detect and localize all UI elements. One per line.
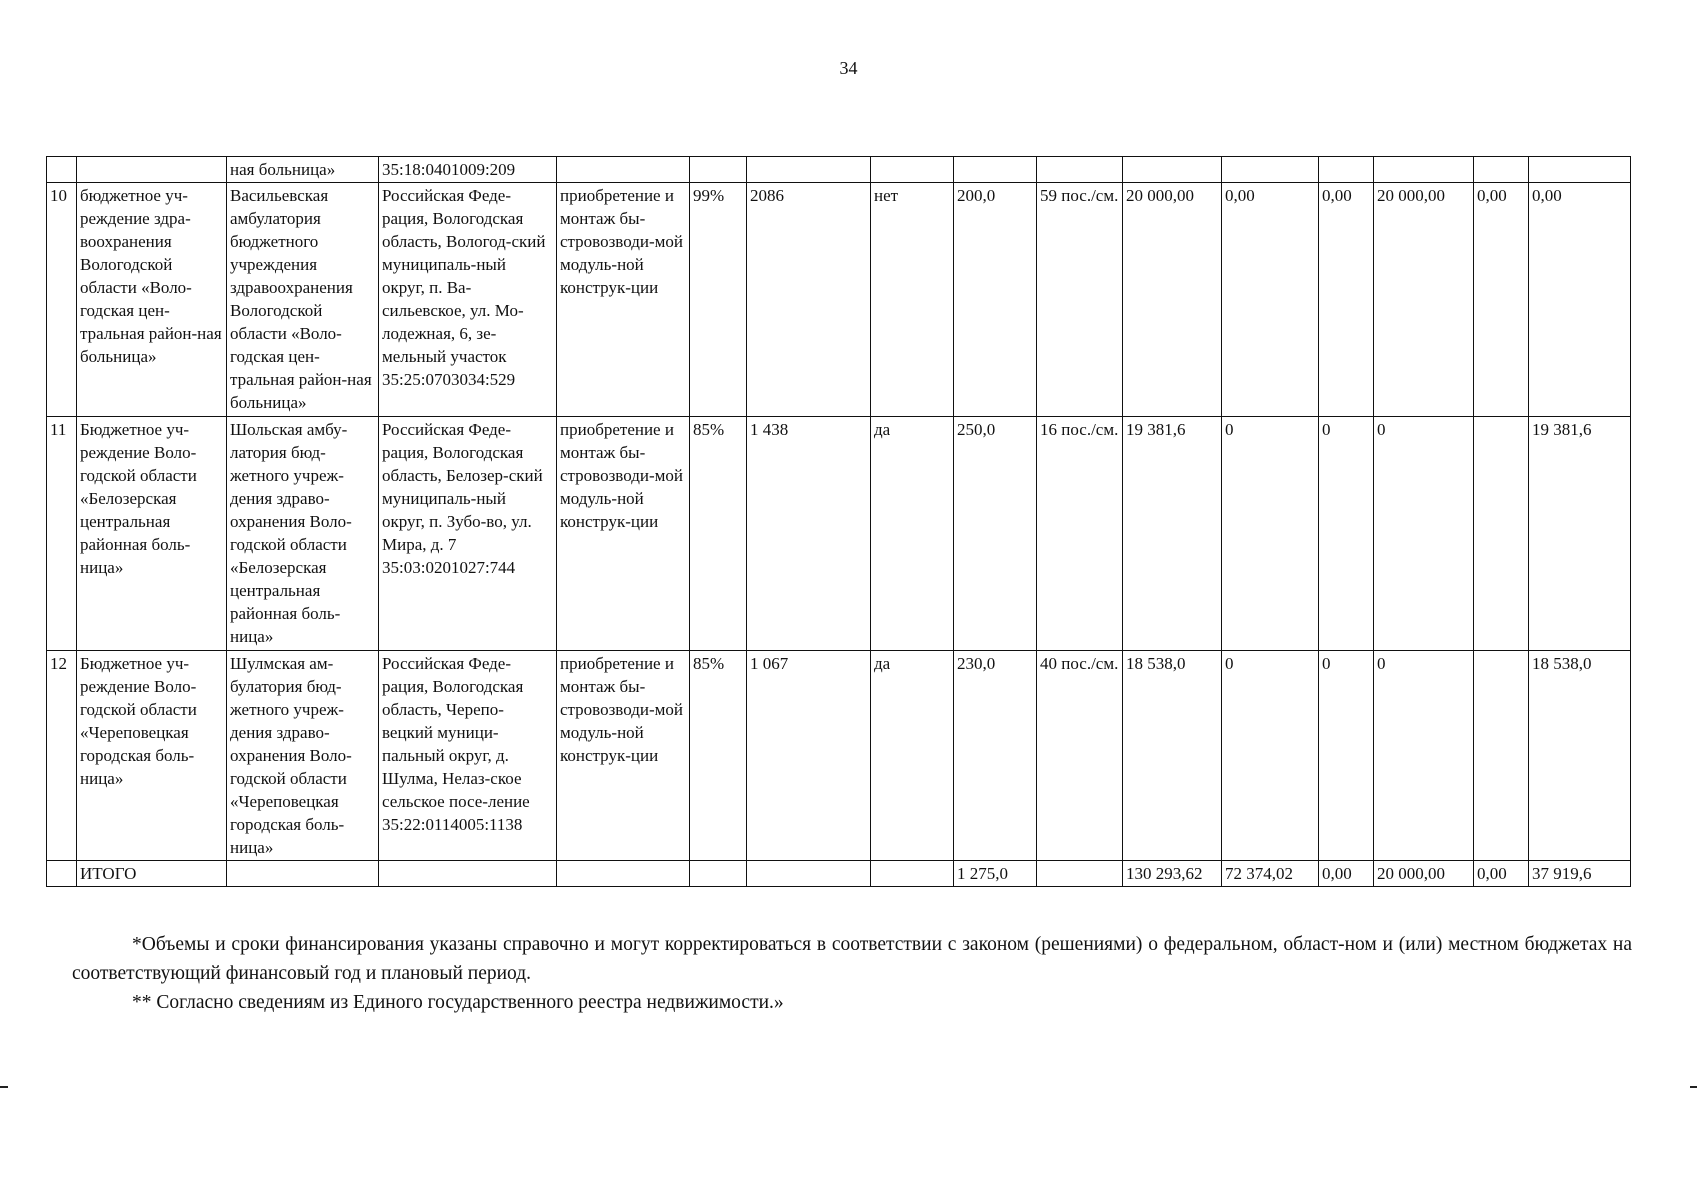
cell-loc: 0,00 bbox=[1474, 183, 1529, 417]
cell-reg1 bbox=[1319, 157, 1374, 183]
cell-owner bbox=[77, 157, 227, 183]
cell-owner: Бюджетное уч-реждение Воло-годской области «Череповецкая городская боль-ница» bbox=[77, 651, 227, 861]
cell-action bbox=[557, 861, 690, 887]
table-row bbox=[47, 651, 1631, 861]
cell-population: 1 067 bbox=[747, 651, 871, 861]
cell-population bbox=[747, 861, 871, 887]
cell-wear: 85% bbox=[690, 651, 747, 861]
cell-other: 0,00 bbox=[1529, 183, 1631, 417]
cell-wear bbox=[690, 861, 747, 887]
cell-reg2: 0 bbox=[1374, 651, 1474, 861]
cell-fed bbox=[1222, 157, 1319, 183]
total-fed: 72 374,02 bbox=[1222, 861, 1319, 887]
cell-flag: да bbox=[871, 651, 954, 861]
cell-flag: да bbox=[871, 417, 954, 651]
cell-total: 18 538,0 bbox=[1123, 651, 1222, 861]
cell-action: приобретение и монтаж бы-стровозводи-мой модуль-ной конструк-ции bbox=[557, 651, 690, 861]
cell-capacity bbox=[1037, 157, 1123, 183]
page-number: 34 bbox=[839, 58, 858, 78]
total-label: ИТОГО bbox=[77, 861, 227, 887]
cell-fed: 0 bbox=[1222, 651, 1319, 861]
cell-capacity bbox=[1037, 861, 1123, 887]
cell-owner: бюджетное уч-реждение здра-воохранения Вологодской области «Воло-годская цен-тральная район-ная больница» bbox=[77, 183, 227, 417]
cell-loc bbox=[1474, 157, 1529, 183]
cell-num bbox=[47, 157, 77, 183]
cell-facility: Шулмская ам-булатория бюд-жетного учреж-дения здраво-охранения Воло-годской области «Череповецкая городская боль-ница» bbox=[227, 651, 379, 861]
cell-reg1: 0 bbox=[1319, 417, 1374, 651]
cell-population: 2086 bbox=[747, 183, 871, 417]
cell-population bbox=[747, 157, 871, 183]
cell-address: Российская Феде-рация, Вологодская область, Белозер-ский муниципаль-ный округ, п. Зубо-во, ул. Мира, д. 7 35:03:0201027:744 bbox=[379, 417, 557, 651]
cell-total: 20 000,00 bbox=[1123, 183, 1222, 417]
footnote-registry: ** Согласно сведениям из Единого государственного реестра недвижимости.» bbox=[132, 992, 784, 1013]
cell-address: Российская Феде-рация, Вологодская область, Черепо-вецкий муници-пальный округ, д. Шулма, Нелаз-ское сельское посе-ление 35:22:0114005:1138 bbox=[379, 651, 557, 861]
cell-num: 11 bbox=[47, 417, 77, 651]
cell-area: 200,0 bbox=[954, 183, 1037, 417]
cell-flag bbox=[871, 157, 954, 183]
cell-capacity: 59 пос./см. bbox=[1037, 183, 1123, 417]
facilities-table-wrapper bbox=[46, 156, 1630, 887]
scan-edge-mark bbox=[1690, 1086, 1697, 1088]
cell-reg2 bbox=[1374, 157, 1474, 183]
cell-flag: нет bbox=[871, 183, 954, 417]
cell-address: 35:18:0401009:209 bbox=[379, 157, 557, 183]
cell-facility: ная больница» bbox=[227, 157, 379, 183]
cell-fed: 0 bbox=[1222, 417, 1319, 651]
cell-other: 19 381,6 bbox=[1529, 417, 1631, 651]
table-row bbox=[47, 183, 1631, 417]
total-loc: 0,00 bbox=[1474, 861, 1529, 887]
cell-capacity: 40 пос./см. bbox=[1037, 651, 1123, 861]
cell-num: 10 bbox=[47, 183, 77, 417]
cell-area bbox=[954, 157, 1037, 183]
cell-wear bbox=[690, 157, 747, 183]
cell-loc bbox=[1474, 651, 1529, 861]
cell-reg2: 20 000,00 bbox=[1374, 183, 1474, 417]
cell-area: 230,0 bbox=[954, 651, 1037, 861]
total-reg1: 0,00 bbox=[1319, 861, 1374, 887]
cell-total bbox=[1123, 157, 1222, 183]
cell-population: 1 438 bbox=[747, 417, 871, 651]
cell-wear: 99% bbox=[690, 183, 747, 417]
cell-action bbox=[557, 157, 690, 183]
cell-wear: 85% bbox=[690, 417, 747, 651]
cell-address bbox=[379, 861, 557, 887]
total-reg2: 20 000,00 bbox=[1374, 861, 1474, 887]
cell-num bbox=[47, 861, 77, 887]
cell-action: приобретение и монтаж бы-стровозводи-мой модуль-ной конструк-ции bbox=[557, 417, 690, 651]
cell-capacity: 16 пос./см. bbox=[1037, 417, 1123, 651]
cell-flag bbox=[871, 861, 954, 887]
cell-other bbox=[1529, 157, 1631, 183]
cell-facility bbox=[227, 861, 379, 887]
cell-facility: Шольская амбу-латория бюд-жетного учреж-дения здраво-охранения Воло-годской области «Белозерская центральная районная боль-ница» bbox=[227, 417, 379, 651]
cell-other: 18 538,0 bbox=[1529, 651, 1631, 861]
cell-reg1: 0 bbox=[1319, 651, 1374, 861]
cell-loc bbox=[1474, 417, 1529, 651]
cell-owner: Бюджетное уч-реждение Воло-годской области «Белозерская центральная районная боль-ница» bbox=[77, 417, 227, 651]
cell-num: 12 bbox=[47, 651, 77, 861]
total-area: 1 275,0 bbox=[954, 861, 1037, 887]
footnote-financing: *Объемы и сроки финансирования указаны справочно и могут корректироваться в соответствии с законом (решениями) о федеральном, област-ном и (или) местном бюджетах на соответствующий финансовый год и плановый период. bbox=[72, 934, 1632, 984]
cell-reg2: 0 bbox=[1374, 417, 1474, 651]
table-row-continuation bbox=[47, 157, 1631, 183]
cell-fed: 0,00 bbox=[1222, 183, 1319, 417]
cell-facility: Васильевская амбулатория бюджетного учреждения здравоохранения Вологодской области «Воло-годская цен-тральная район-ная больница» bbox=[227, 183, 379, 417]
footnotes bbox=[72, 930, 1632, 1017]
cell-reg1: 0,00 bbox=[1319, 183, 1374, 417]
facilities-table bbox=[46, 156, 1631, 887]
cell-area: 250,0 bbox=[954, 417, 1037, 651]
total-other: 37 919,6 bbox=[1529, 861, 1631, 887]
total-sum: 130 293,62 bbox=[1123, 861, 1222, 887]
cell-action: приобретение и монтаж бы-стровозводи-мой модуль-ной конструк-ции bbox=[557, 183, 690, 417]
scan-edge-mark bbox=[0, 1086, 8, 1088]
table-row-total bbox=[47, 861, 1631, 887]
table-row bbox=[47, 417, 1631, 651]
cell-address: Российская Феде-рация, Вологодская область, Вологод-ский муниципаль-ный округ, п. Ва-сильевское, ул. Мо-лодежная, 6, зе-мельный участок 35:25:0703034:529 bbox=[379, 183, 557, 417]
cell-total: 19 381,6 bbox=[1123, 417, 1222, 651]
